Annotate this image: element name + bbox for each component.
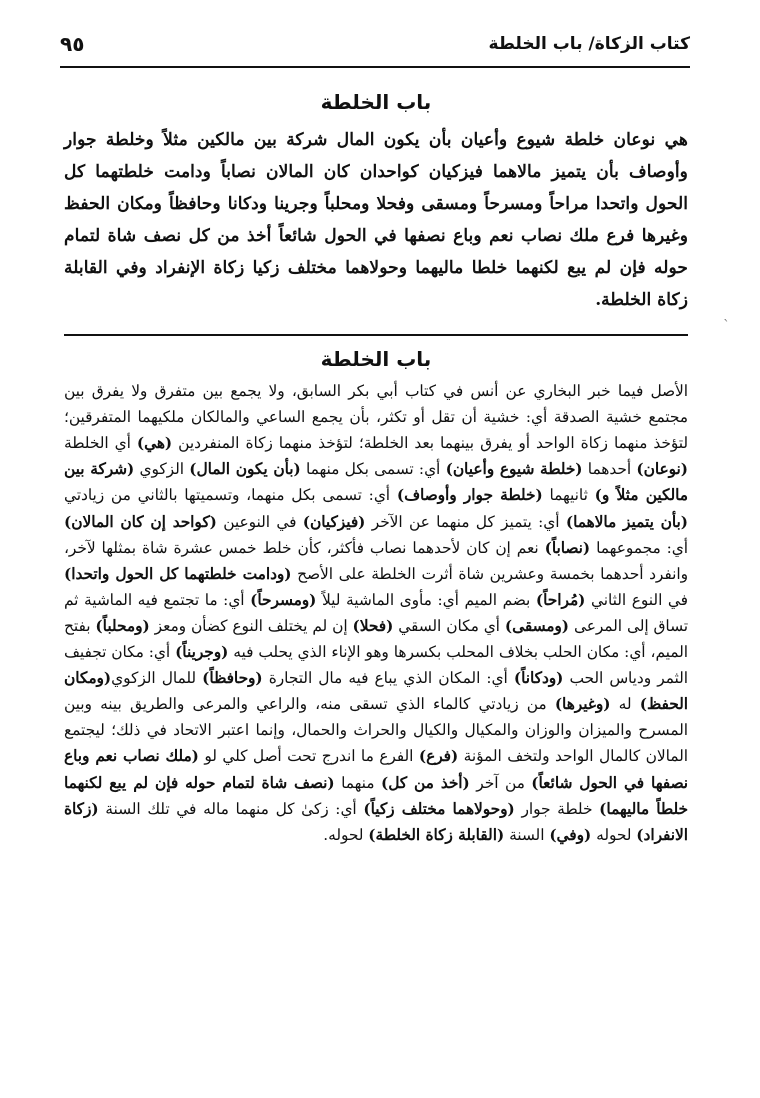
matn-section bbox=[64, 86, 688, 316]
commentary-text: أي مكان السقي bbox=[393, 616, 505, 635]
matn-quote: (ومسقى) bbox=[504, 616, 570, 635]
page-number: ٩٥ bbox=[60, 32, 85, 56]
matn-quote: (ودكاناً) bbox=[513, 669, 564, 688]
sharh-section bbox=[64, 346, 688, 848]
matn-quote: (خلطة شيوع وأعيان) bbox=[445, 460, 583, 479]
commentary-text: الزكوي bbox=[134, 460, 190, 479]
commentary-text: أي: تسمى بكل منهما bbox=[300, 460, 446, 479]
commentary-text: منهما bbox=[334, 773, 381, 792]
matn-quote: (فحلا) bbox=[352, 616, 394, 635]
commentary-text: للمال الزكوي bbox=[111, 669, 203, 688]
margin-mark: ˋ bbox=[723, 318, 730, 334]
commentary-text: أي: يتميز كل منهما عن الآخر bbox=[365, 512, 566, 531]
sharh-text bbox=[64, 378, 688, 848]
matn-quote: (ومكان الحفظ) bbox=[64, 669, 688, 714]
commentary-text: الأصل فيما خبر البخاري عن أنس في كتاب أبي بكر السابق، ولا يجمع بين متفرق ولا يفرق بين مجتمع خشية الصدقة أي: خشية أن تقل أو تكثر، بأن يجمع الساعي والمالكان ملكيهما المتفرقين؛ لتؤخذ منهما زكاة الواحد أو يفرق بينهما بعد الخلطة؛ لتؤخذ منهما زكاة المنفردين bbox=[64, 382, 689, 453]
matn-quote: (فرع) bbox=[418, 747, 459, 766]
matn-quote: (بأن يتميز مالاهما) bbox=[565, 512, 689, 531]
commentary-text: الفرع ما اندرج تحت أصل كلي لو bbox=[198, 747, 419, 766]
commentary-text: في النوع الثاني bbox=[585, 590, 688, 609]
running-title: كتاب الزكاة/ باب الخلطة bbox=[488, 34, 690, 54]
matn-quote: (وجريناً) bbox=[175, 643, 229, 662]
matn-quote: (بأن يكون المال) bbox=[189, 460, 301, 479]
commentary-text: أي: مجموعهما bbox=[590, 538, 688, 557]
commentary-text: من آخر bbox=[469, 773, 532, 792]
matn-quote: (القابلة زكاة الخلطة) bbox=[368, 825, 505, 844]
matn-quote: (نصاباً) bbox=[544, 538, 591, 557]
commentary-text: خلطة جوار bbox=[514, 799, 600, 818]
matn-quote: (خلطة جوار وأوصاف) bbox=[396, 486, 543, 505]
commentary-text: أي: المكان الذي يباع فيه مال التجارة bbox=[262, 669, 514, 688]
commentary-text: أي: زكىٰ كل منهما ماله في تلك السنة bbox=[98, 799, 364, 818]
commentary-text: السنة bbox=[504, 825, 550, 844]
commentary-text: ثانيهما bbox=[542, 486, 595, 505]
commentary-text: من زيادتي كالماء الذي تسقى منه، والراعي والمرعى والطريق بينه وبين المسرح والميزان والوزان والمكيال والكيال والحراث والحمال، وإنما اعتبر الاتحاد في ذلك؛ ليجتمع المالان كالمال الواحد ولتخف المؤنة bbox=[64, 695, 688, 766]
commentary-text: أي: ما تجتمع فيه الماشية ثم تساق إلى المرعى bbox=[64, 590, 688, 635]
header-rule bbox=[60, 66, 690, 68]
matn-quote: (أخذ من كل) bbox=[380, 773, 470, 792]
matn-quote: (وحافظاً) bbox=[202, 669, 263, 688]
commentary-text: بضم الميم أي: مأوى الماشية ليلاً bbox=[316, 590, 536, 609]
commentary-text: لحوله bbox=[591, 825, 637, 844]
commentary-text: لحوله. bbox=[323, 825, 369, 844]
commentary-text: له bbox=[610, 695, 640, 714]
matn-quote: (زكاة الانفراد) bbox=[64, 799, 688, 844]
commentary-text: أي: مكان تجفيف الثمر ودياس الحب bbox=[64, 643, 689, 688]
matn-quote: (ودامت خلطتهما كل الحول واتحدا) bbox=[64, 564, 292, 583]
commentary-text: في النوعين bbox=[216, 512, 303, 531]
matn-quote: (وغيرها) bbox=[554, 695, 611, 714]
matn-quote: (نصف شاة لتمام حوله فإن لم يبع لكنهما خلطاً ماليهما) bbox=[64, 773, 688, 818]
matn-quote: (وحولاهما مختلف زكياً) bbox=[363, 799, 515, 818]
matn-text: هي نوعان خلطة شيوع وأعيان بأن يكون المال شركة بين مالكين مثلاً وخلطة جوار وأوصاف بأن يتميز مالاهما فيزكيان كواحدان كان المالان نصاباً ودامت خلطتهما كل الحول واتحدا مراحاً ومسرحاً ومسقى وفحلا ومحلباً وجرينا ودكانا وحافظاً ومكان الحفظ وغيرها فرع ملك نصاب نعم وباع نصفها في الحول شائعاً أخذ من كل نصف شاة لتمام حوله فإن لم يبع لكنهما خلطا ماليهما وحولاهما مختلف زكيا زكاة الإنفراد وفي القابلة زكاة الخلطة. bbox=[64, 130, 688, 310]
commentary-text: نعم إن كان لأحدهما نصاب فأكثر، كأن خلط خمس عشرة شاة بمثلها لآخر، وانفرد أحدهما بخمسة وعشرين شاة أثرت الخلطة على الأصح bbox=[64, 538, 688, 583]
commentary-text: إن لم يختلف النوع كضأن ومعز bbox=[149, 616, 353, 635]
matn-quote: (شركة بين مالكين مثلاً و) bbox=[64, 460, 688, 505]
matn-quote: (وفي) bbox=[549, 825, 592, 844]
running-header bbox=[60, 30, 690, 62]
matn-quote: (ومحلباً) bbox=[95, 616, 150, 635]
matn-quote: (مُراحاً) bbox=[535, 590, 586, 609]
commentary-text: أي: تسمى بكل منهما، وتسميتها بالثاني من زيادتي bbox=[64, 486, 397, 505]
matn-quote: (هي) bbox=[136, 434, 173, 453]
matn-quote: (فيزكيان) bbox=[302, 512, 366, 531]
sharh-heading: باب الخلطة bbox=[320, 347, 432, 371]
matn-quote: (نوعان) bbox=[636, 460, 689, 479]
commentary-text: بفتح الميم، أي: مكان الحلب بخلاف المحلب بكسرها وهو الإناء الذي يحلب فيه bbox=[64, 616, 688, 662]
section-divider bbox=[64, 334, 688, 336]
commentary-text: أي الخلطة bbox=[64, 434, 137, 453]
matn-heading: باب الخلطة bbox=[320, 90, 432, 114]
matn-quote: (ومسرحاً) bbox=[250, 590, 317, 609]
matn-quote: (كواحد إن كان المالان) bbox=[64, 512, 217, 531]
commentary-text: أحدهما bbox=[582, 460, 637, 479]
matn-quote: (ملك نصاب نعم وباع نصفها في الحول شائعاً) bbox=[64, 747, 689, 792]
